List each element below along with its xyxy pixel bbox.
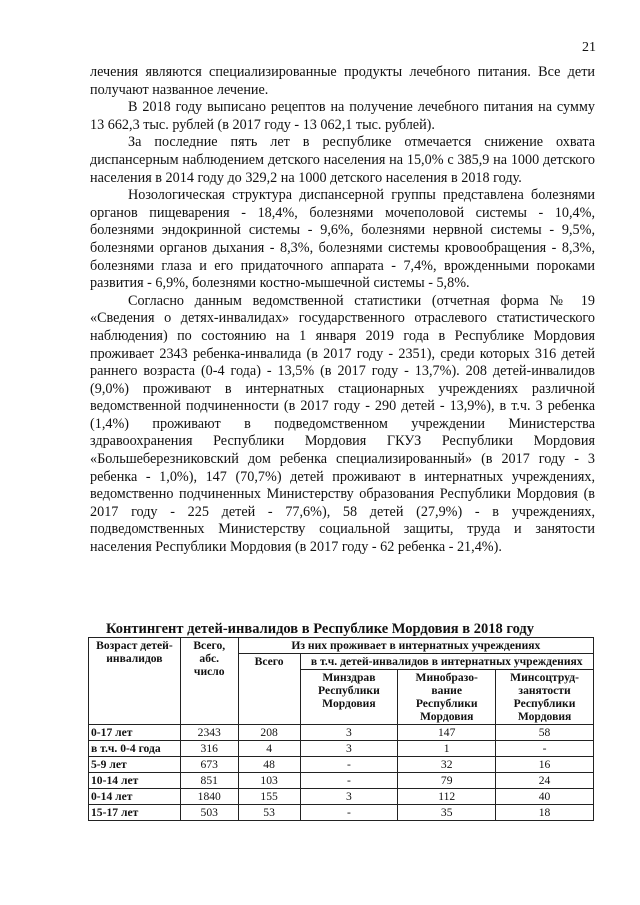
table-row (89, 741, 594, 757)
row-total: 316 (180, 741, 238, 757)
paragraph-1: лечения являются специализированные продукты лечебного питания. Все дети получают названное лечение. (90, 64, 595, 98)
header-minobr: Минобразо-вание Республики Мордовия (398, 670, 496, 725)
table-row (89, 725, 594, 741)
row-minsoc: 58 (496, 725, 594, 741)
row-minobr: 112 (398, 789, 496, 805)
table-row (89, 789, 594, 805)
row-total: 851 (180, 773, 238, 789)
paragraph-4: Нозологическая структура диспансерной группы представлена болезнями органов пищеварения - 18,4%, болезнями мочеполовой системы - 10,4%, болезнями эндокринной системы - 9,6%, болезнями нервной системы - 9,5%, болезнями органов дыхания - 8,3%, болезнями системы кровообращения - 8,3%, болезнями глаза и его придаточного аппарата - 7,4%, врожденными пороками развития - 6,9%, болезнями костно-мышечной системы - 5,8%. (90, 187, 595, 292)
row-internat-total: 155 (238, 789, 300, 805)
row-minsoc: 24 (496, 773, 594, 789)
row-total: 673 (180, 757, 238, 773)
header-total: Всего, абс. число (180, 638, 238, 725)
children-disabled-table (88, 637, 594, 821)
row-minsoc: 40 (496, 789, 594, 805)
row-minobr: 32 (398, 757, 496, 773)
row-minobr: 35 (398, 805, 496, 821)
row-internat-total: 208 (238, 725, 300, 741)
row-minzdrav: - (300, 805, 398, 821)
row-minsoc: 18 (496, 805, 594, 821)
header-internat: Из них проживает в интернатных учреждениях (238, 638, 593, 654)
row-minobr: 147 (398, 725, 496, 741)
row-minzdrav: 3 (300, 725, 398, 741)
row-age: в т.ч. 0-4 года (89, 741, 181, 757)
row-minobr: 79 (398, 773, 496, 789)
row-internat-total: 48 (238, 757, 300, 773)
row-minzdrav: - (300, 757, 398, 773)
page-number: 21 (582, 40, 596, 55)
row-internat-total: 103 (238, 773, 300, 789)
row-internat-total: 4 (238, 741, 300, 757)
header-age: Возраст детей-инвалидов (89, 638, 181, 725)
paragraph-2: В 2018 году выписано рецептов на получение лечебного питания на сумму 13 662,3 тыс. рублей (в 2017 году - 13 062,1 тыс. рублей). (90, 99, 595, 133)
header-minzdrav: Минздрав Республики Мордовия (300, 670, 398, 725)
row-age: 5-9 лет (89, 757, 181, 773)
row-minzdrav: 3 (300, 789, 398, 805)
row-total: 2343 (180, 725, 238, 741)
row-age: 15-17 лет (89, 805, 181, 821)
table-row (89, 757, 594, 773)
row-minzdrav: - (300, 773, 398, 789)
header-incl: в т.ч. детей-инвалидов в интернатных учреждениях (300, 654, 594, 670)
table-row (89, 773, 594, 789)
body-text (90, 64, 595, 557)
paragraph-5: Согласно данным ведомственной статистики (отчетная форма № 19 «Сведения о детях-инвалидах» государственного отраслевого статистического наблюдения) по состоянию на 1 января 2019 года в Республике Мордовия проживает 2343 ребенка-инвалида (в 2017 году - 2351), среди которых 316 детей раннего возраста (0-4 года) - 13,5% (в 2017 году - 13,7%). 208 детей-инвалидов (9,0%) проживают в интернатных стационарных учреждениях различной ведомственной подчиненности (в 2017 году - 290 детей - 13,9%), в т.ч. 3 ребенка (1,4%) проживают в подведомственном учреждении Министерства здравоохранения Республики Мордовия ГКУЗ Республики Мордовия «Большеберезниковский дом ребенка специализированный» (в 2017 году - 3 ребенка - 1,0%), 147 (70,7%) детей проживают в интернатных учреждениях, ведомственно подчиненных Министерству образования Республики Мордовия (в 2017 году - 225 детей - 77,6%), 58 детей (27,9%) - в учреждениях, подведомственных Министерству социальной защиты, труда и занятости населения Республики Мордовия (в 2017 году - 62 ребенка - 21,4%). (90, 292, 595, 556)
row-age: 10-14 лет (89, 773, 181, 789)
row-age: 0-17 лет (89, 725, 181, 741)
header-minsoc: Минсоцтруд-занятости Республики Мордовия (496, 670, 594, 725)
table-row (89, 805, 594, 821)
row-total: 503 (180, 805, 238, 821)
row-minzdrav: 3 (300, 741, 398, 757)
paragraph-3: За последние пять лет в республике отмечается снижение охвата диспансерным наблюдением детского населения на 15,0% с 385,9 на 1000 детского населения в 2014 году до 329,2 на 1000 детского населения в 2018 году. (90, 134, 595, 186)
row-minsoc: - (496, 741, 594, 757)
row-internat-total: 53 (238, 805, 300, 821)
header-internat-total: Всего (238, 654, 300, 725)
row-minobr: 1 (398, 741, 496, 757)
row-minsoc: 16 (496, 757, 594, 773)
row-total: 1840 (180, 789, 238, 805)
row-age: 0-14 лет (89, 789, 181, 805)
table-title: Контингент детей-инвалидов в Республике Мордовия в 2018 году (106, 621, 534, 637)
